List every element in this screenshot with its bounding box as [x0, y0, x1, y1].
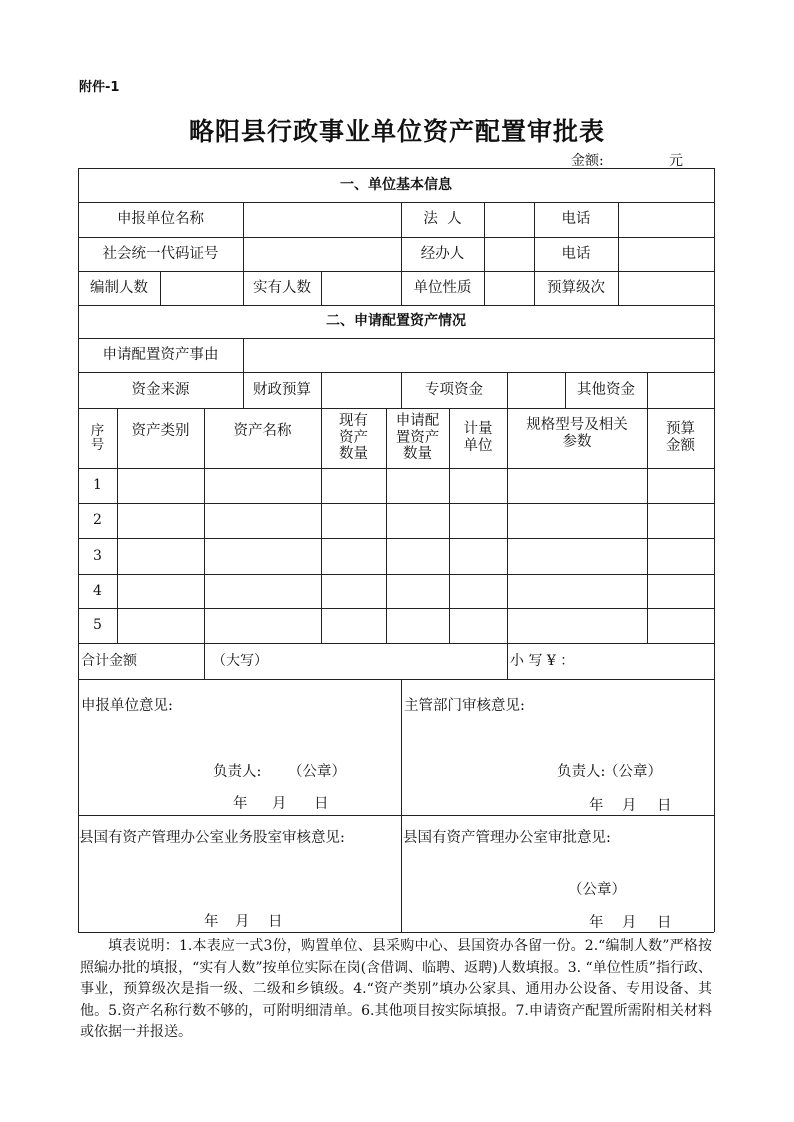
attachment-label: 附件-1 [79, 80, 120, 95]
applicant-seal-label: （公章） [288, 764, 346, 780]
grid-line-vertical [386, 408, 387, 643]
grid-line-vertical [401, 372, 402, 408]
reason-field[interactable] [243, 338, 714, 372]
filling-instructions: 填表说明：1.本表应一式3份，购置单位、县采购中心、县国资办各留一份。2.“编制人数”严格按照编办批的填报，“实有人数”按单位实际在岗(含借调、临聘、返聘)人数填报。3. “单位性质”指行政、事业，预算级次是指一级、二级和乡镇级。4.“资产类别”填办公家具、通用办公设备、专用设备、其他。5.资产名称行数不够的，可附明细清单。6.其他项目按实际填报。7.申请资产配置所需附相关材料或依据一并报送。 [80, 938, 712, 1040]
handler-field[interactable] [484, 237, 534, 271]
row-name-field[interactable] [204, 574, 321, 608]
header-existing-qty-line: 现有 [339, 412, 368, 429]
budget-level-field[interactable] [618, 271, 714, 305]
header-existing-qty-line: 资产 [339, 429, 368, 446]
grid-line-horizontal [78, 305, 714, 306]
office-approval-date-day: 日 [657, 915, 672, 931]
row-budget-field[interactable] [647, 503, 714, 538]
row-budget-field[interactable] [647, 574, 714, 608]
header-asset-category [117, 408, 204, 468]
header-spec [507, 408, 647, 468]
supervisor-opinion-label: 主管部门审核意见: [404, 698, 525, 714]
office-review-date-day: 日 [268, 914, 283, 930]
header-budget-line: 预算 [666, 421, 695, 438]
grid-line-vertical [204, 643, 205, 679]
fiscal-budget-label: 财政预算 [253, 381, 311, 398]
row-existing-qty-field[interactable] [321, 468, 386, 503]
office-approval-date-month: 月 [622, 915, 637, 931]
actual-staff-label: 实有人数 [253, 279, 311, 296]
supervisor-date-month: 月 [622, 798, 637, 814]
grid-line-vertical [117, 408, 118, 643]
fiscal-budget-field[interactable] [321, 372, 401, 408]
staff-quota-label: 编制人数 [90, 279, 148, 296]
office-review-date-year: 年 [204, 914, 219, 930]
total-amount-label: 合计金额 [81, 652, 137, 669]
grid-line-vertical [321, 372, 322, 408]
row-unit-field[interactable] [449, 574, 507, 608]
grid-line-vertical [565, 372, 566, 408]
row-unit-field[interactable] [449, 538, 507, 574]
grid-line-vertical [78, 168, 79, 932]
row-name-field[interactable] [204, 503, 321, 538]
header-requested-qty-line: 申请配 [395, 412, 440, 429]
supervisor-seal-label: （公章） [604, 764, 662, 780]
total-uppercase-field[interactable]: （大写） [212, 652, 268, 669]
grid-line-vertical [243, 338, 244, 372]
phone-field-2[interactable] [618, 237, 714, 271]
grid-line-vertical [401, 679, 402, 932]
grid-line-vertical [507, 643, 508, 679]
header-serial-line: 号 [90, 437, 105, 453]
row-serial-number: 1 [93, 477, 102, 494]
amount-unit: 元 [669, 153, 683, 169]
grid-line-horizontal [78, 574, 714, 575]
row-budget-field[interactable] [647, 468, 714, 503]
row-serial-number: 3 [93, 547, 102, 564]
office-review-opinion-label: 县国有资产管理办公室业务股室审核意见: [79, 830, 345, 846]
grid-line-vertical [714, 168, 715, 932]
row-serial-number: 2 [93, 512, 102, 529]
grid-line-horizontal [78, 643, 714, 644]
header-requested-qty-line: 置资产 [395, 429, 440, 446]
row-requested-qty-field[interactable] [386, 468, 449, 503]
header-unit [449, 408, 507, 468]
special-fund-label: 专项资金 [425, 381, 483, 398]
special-fund-field[interactable] [507, 372, 565, 408]
grid-line-vertical [243, 202, 244, 305]
grid-line-horizontal [78, 679, 714, 680]
phone-label-1: 电话 [561, 211, 591, 228]
row-category-field[interactable] [117, 503, 204, 538]
handler-label: 经办人 [420, 245, 465, 262]
header-unit-line: 单位 [463, 438, 493, 454]
grid-line-vertical [321, 271, 322, 305]
applicant-signer-label: 负责人: [213, 764, 262, 780]
other-fund-label: 其他资金 [577, 381, 635, 398]
grid-line-vertical [618, 202, 619, 305]
grid-line-horizontal [78, 168, 714, 169]
grid-line-vertical [647, 408, 648, 643]
office-approval-opinion-label: 县国有资产管理办公室审批意见: [403, 830, 611, 846]
supervisor-date-year: 年 [589, 798, 604, 814]
funding-source-label: 资金来源 [131, 381, 190, 398]
header-serial-line: 序 [90, 422, 105, 439]
total-lowercase-field[interactable]: 小 写 ¥ ： [510, 652, 575, 669]
row-existing-qty-field[interactable] [321, 574, 386, 608]
office-approval-date-year: 年 [589, 915, 604, 931]
header-asset-name-line: 资产名称 [233, 422, 292, 439]
grid-line-vertical [401, 202, 402, 305]
row-category-field[interactable] [117, 538, 204, 574]
row-category-field[interactable] [117, 574, 204, 608]
page-title: 略阳县行政事业单位资产配置审批表 [188, 117, 605, 146]
row-name-field[interactable] [204, 538, 321, 574]
row-category-field[interactable] [117, 608, 204, 643]
office-approval-seal-label: （公章） [568, 882, 626, 898]
header-unit-line: 计量 [463, 421, 493, 438]
grid-line-vertical [243, 372, 244, 408]
grid-line-horizontal [78, 538, 714, 539]
row-spec-field[interactable] [507, 538, 647, 574]
supervisor-signer-label: 负责人: [557, 764, 606, 780]
row-spec-field[interactable] [507, 468, 647, 503]
row-serial-number: 5 [93, 617, 102, 634]
row-spec-field[interactable] [507, 503, 647, 538]
row-requested-qty-field[interactable] [386, 574, 449, 608]
row-unit-field[interactable] [449, 468, 507, 503]
other-fund-field[interactable] [647, 372, 714, 408]
applicant-date-month: 月 [272, 796, 287, 812]
header-budget-line: 金额 [666, 438, 695, 454]
grid-line-vertical [647, 372, 648, 408]
row-spec-field[interactable] [507, 574, 647, 608]
credit-code-field[interactable] [243, 237, 401, 271]
row-unit-field[interactable] [449, 503, 507, 538]
grid-line-horizontal [78, 468, 714, 469]
header-serial [78, 408, 117, 468]
grid-line-horizontal [78, 503, 714, 504]
applicant-date-day: 日 [314, 796, 329, 812]
section-basic-info-heading: 一、单位基本信息 [340, 176, 452, 193]
phone-field-1[interactable] [618, 202, 714, 237]
legal-person-field[interactable] [484, 202, 534, 237]
row-spec-field[interactable] [507, 608, 647, 643]
row-unit-field[interactable] [449, 608, 507, 643]
applicant-opinion-label: 申报单位意见: [81, 698, 173, 714]
phone-label-2: 电话 [561, 245, 591, 262]
row-requested-qty-field[interactable] [386, 503, 449, 538]
grid-line-vertical [204, 408, 205, 643]
row-requested-qty-field[interactable] [386, 608, 449, 643]
header-requested-qty-line: 数量 [403, 446, 432, 463]
legal-person-label: 法 人 [423, 211, 462, 228]
row-serial-number: 4 [93, 582, 102, 599]
row-budget-field[interactable] [647, 538, 714, 574]
grid-line-horizontal [78, 815, 714, 816]
amount-label: 金额: [571, 153, 604, 169]
row-existing-qty-field[interactable] [321, 503, 386, 538]
staff-quota-field[interactable] [160, 271, 243, 305]
budget-level-label: 预算级次 [547, 279, 605, 296]
header-budget [647, 408, 714, 468]
header-asset-name [204, 408, 321, 468]
row-existing-qty-field[interactable] [321, 608, 386, 643]
grid-line-vertical [507, 408, 508, 643]
grid-line-horizontal [78, 408, 714, 409]
grid-line-vertical [449, 408, 450, 643]
applicant-date-year: 年 [233, 796, 248, 812]
unit-name-field[interactable] [243, 202, 401, 237]
unit-nature-label: 单位性质 [413, 279, 472, 296]
grid-line-vertical [160, 271, 161, 305]
header-existing-qty-line: 数量 [339, 446, 368, 463]
row-budget-field[interactable] [647, 608, 714, 643]
row-existing-qty-field[interactable] [321, 538, 386, 574]
section-asset-request-heading: 二、申请配置资产情况 [326, 313, 466, 330]
grid-line-vertical [484, 202, 485, 305]
grid-line-horizontal [78, 932, 714, 933]
actual-staff-field[interactable] [321, 271, 401, 305]
supervisor-date-day: 日 [657, 798, 672, 814]
header-requested-qty [386, 408, 449, 468]
grid-line-horizontal [78, 338, 714, 339]
grid-line-horizontal [78, 372, 714, 373]
header-spec-line: 规格型号及相关 [526, 417, 628, 434]
header-existing-qty [321, 408, 386, 468]
grid-line-vertical [507, 372, 508, 408]
grid-line-vertical [321, 408, 322, 643]
grid-line-vertical [534, 202, 535, 305]
row-category-field[interactable] [117, 468, 204, 503]
header-asset-category-line: 资产类别 [131, 422, 190, 439]
header-spec-line: 参数 [562, 434, 592, 450]
unit-name-label: 申报单位名称 [117, 211, 204, 228]
row-requested-qty-field[interactable] [386, 538, 449, 574]
unit-nature-field[interactable] [484, 271, 534, 305]
row-name-field[interactable] [204, 608, 321, 643]
grid-line-horizontal [78, 608, 714, 609]
reason-label: 申请配置资产事由 [102, 346, 219, 363]
row-name-field[interactable] [204, 468, 321, 503]
office-review-date-month: 月 [235, 914, 250, 930]
credit-code-label: 社会统一代码证号 [102, 245, 219, 262]
